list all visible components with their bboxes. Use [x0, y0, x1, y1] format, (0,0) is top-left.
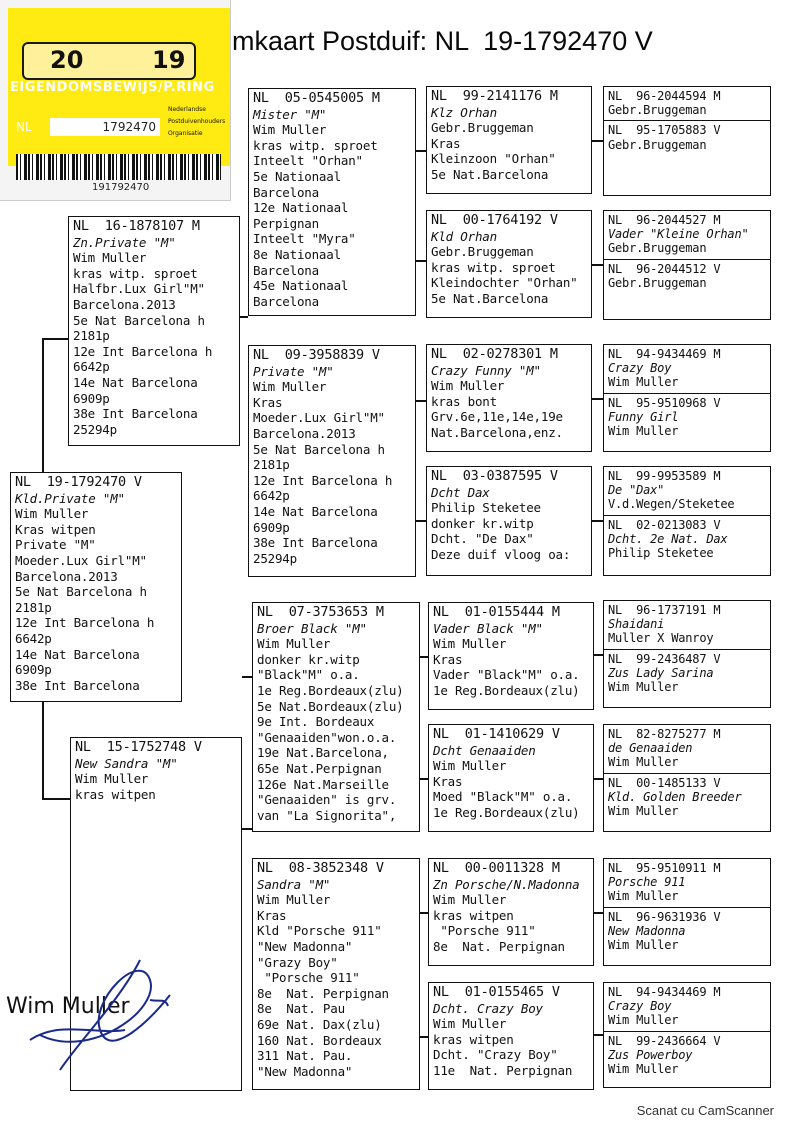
pedigree-line: 8e Nat. Perpignan — [433, 938, 565, 954]
connector-line — [592, 140, 603, 142]
connector-line — [420, 656, 428, 658]
sticker-ring-number: 1792470 — [50, 118, 160, 136]
pedigree-line: 14e Nat Barcelona — [73, 374, 198, 390]
pedigree-line: Barcelona.2013 — [253, 425, 356, 441]
dam-sire-box — [252, 602, 420, 832]
box-divider — [604, 120, 770, 121]
pigeon-name: Crazy Funny "M" — [431, 362, 541, 378]
pedigree-line: "Porsche 911" — [433, 923, 536, 939]
pedigree-line: Gebr.Bruggeman — [431, 244, 534, 260]
pedigree-line: Wim Muller — [257, 636, 331, 652]
pedigree-line: Kras — [257, 907, 287, 923]
pedigree-line: Dcht. "De Dax" — [431, 531, 534, 547]
connector-line — [416, 150, 426, 152]
ring-number: NL 02-0278301 M — [431, 346, 558, 362]
pedigree-line: "Genaaiden" is grv. — [257, 792, 397, 808]
connector-line — [594, 654, 603, 656]
g4-box-1 — [603, 86, 771, 196]
pigeon-name: Funny Girl — [608, 409, 679, 424]
pedigree-line: Wim Muller — [433, 892, 507, 908]
pedigree-line: Barcelona — [253, 184, 319, 200]
pedigree-line: Wim Muller — [433, 1016, 507, 1032]
pedigree-line: donker kr.witp — [257, 651, 360, 667]
sd-dam-box — [426, 466, 592, 576]
pedigree-line: "New Madonna" — [257, 1063, 353, 1079]
pedigree-line: 1e Reg.Bordeaux(zlu) — [433, 804, 580, 820]
ring-number: NL 95-9510911 M — [608, 861, 721, 875]
ring-number: NL 96-1737191 M — [608, 603, 721, 617]
ring-number: NL 03-0387595 V — [431, 468, 558, 484]
pedigree-line: Kras — [433, 773, 463, 789]
pedigree-line: Inteelt "Orhan" — [253, 153, 363, 169]
pedigree-line: 12e Int Barcelona h — [15, 615, 155, 631]
pigeon-name: Dcht Dax — [431, 484, 490, 500]
pigeon-name: Klz Orhan — [431, 104, 497, 120]
owner-name: Wim Muller — [608, 1013, 679, 1028]
pedigree-line: 65e Nat.Perpignan — [257, 760, 382, 776]
pedigree-line: 311 Nat. Pau. — [257, 1048, 353, 1064]
pedigree-line: Private "M" — [15, 537, 96, 553]
sticker-org: Nederlandse Postduivenhouders Organisatie — [168, 106, 226, 137]
pedigree-line: kras bont — [431, 393, 497, 409]
pedigree-line: Barcelona — [253, 262, 319, 278]
pigeon-name: Kld Orhan — [431, 228, 497, 244]
pedigree-line: 5e Nat Barcelona h — [253, 441, 385, 457]
pedigree-line: Wim Muller — [75, 771, 149, 787]
pedigree-line: 160 Nat. Bordeaux — [257, 1032, 382, 1048]
pedigree-line: 8e Nat. Perpignan — [257, 985, 389, 1001]
owner-name: Wim Muller — [608, 755, 679, 770]
pedigree-line: 2181p — [15, 599, 52, 615]
dd-sire-box — [428, 858, 594, 966]
ring-number: NL 99-2436664 V — [608, 1033, 721, 1048]
pedigree-line: Barcelona.2013 — [15, 568, 118, 584]
ring-number: NL 09-3958839 V — [253, 347, 380, 363]
pedigree-line: "Genaaiden"won.o.a. — [257, 729, 397, 745]
g4-box-8 — [603, 982, 771, 1088]
pigeon-name: Crazy Boy — [608, 999, 672, 1014]
ring-number: NL 96-2044594 M — [608, 89, 721, 103]
connector-line — [242, 828, 252, 830]
connector-line — [594, 778, 603, 780]
pedigree-line: 14e Nat Barcelona — [15, 646, 140, 662]
g4-box-2 — [603, 210, 771, 320]
pedigree-line: 9e Int. Bordeaux — [257, 714, 375, 730]
connector-line — [420, 778, 428, 780]
ds-dam-box — [428, 724, 594, 832]
pedigree-line: Barcelona.2013 — [73, 296, 176, 312]
pigeon-name: Broer Black "M" — [257, 620, 367, 636]
pedigree-line: Dcht. "Crazy Boy" — [433, 1047, 558, 1063]
pedigree-line: Barcelona — [253, 293, 319, 309]
connector-line — [592, 520, 603, 522]
box-divider — [604, 259, 770, 260]
ring-number: NL 00-1485133 V — [608, 775, 721, 790]
connector-line — [42, 798, 70, 800]
ring-number: NL 08-3852348 V — [257, 860, 384, 876]
connector-line — [592, 398, 603, 400]
pedigree-line: Kras — [253, 394, 283, 410]
pedigree-line: 5e Nat Barcelona h — [73, 312, 205, 328]
connector-line — [242, 676, 252, 678]
owner-name: V.d.Wegen/Steketee — [608, 497, 735, 512]
g4-box-7 — [603, 858, 771, 966]
pigeon-name: Private "M" — [253, 363, 334, 379]
pedigree-line: Vader "Black"M" o.a. — [433, 667, 580, 683]
pigeon-name: De "Dax" — [608, 483, 665, 498]
pedigree-line: 6642p — [253, 488, 290, 504]
ring-number: NL 96-2044512 V — [608, 261, 721, 276]
pedigree-line: "Grazy Boy" — [257, 954, 338, 970]
pedigree-line: Wim Muller — [433, 636, 507, 652]
owner-name: Gebr.Bruggeman — [608, 137, 707, 152]
pigeon-name: Zus Lady Sarina — [608, 665, 714, 680]
pedigree-line: Wim Muller — [257, 892, 331, 908]
pedigree-line: Moeder.Lux Girl"M" — [253, 410, 385, 426]
pigeon-name: New Madonna — [608, 923, 686, 938]
pedigree-line: 45e Nationaal — [253, 278, 349, 294]
pedigree-line: 6642p — [15, 630, 52, 646]
pedigree-line: kras witp. sproet — [431, 259, 556, 275]
owner-name: Philip Steketee — [608, 546, 714, 561]
pigeon-name: Kld. Golden Breeder — [608, 789, 742, 804]
ring-number: NL 05-0545005 M — [253, 90, 380, 106]
box-divider — [604, 515, 770, 516]
pedigree-line: Wim Muller — [15, 506, 89, 522]
pedigree-line: 69e Nat. Dax(zlu) — [257, 1016, 382, 1032]
pedigree-line: Kras — [433, 651, 463, 667]
owner-name: Wim Muller — [608, 1062, 679, 1077]
sire-sire-box — [248, 88, 416, 316]
pedigree-line: 38e Int Barcelona — [15, 677, 140, 693]
sd-sire-box — [426, 344, 592, 452]
pedigree-line: Deze duif vloog oa: — [431, 546, 571, 562]
pedigree-line: 12e Nationaal — [253, 200, 349, 216]
year-right: 19 — [152, 46, 186, 74]
owner-name: Gebr.Bruggeman — [608, 241, 707, 256]
pedigree-line: 6642p — [73, 359, 110, 375]
pedigree-line: Halfbr.Lux Girl"M" — [73, 281, 205, 297]
pigeon-name: de Genaaiden — [608, 741, 693, 756]
pedigree-line: 38e Int Barcelona — [253, 535, 378, 551]
ring-number: NL 00-1764192 V — [431, 212, 558, 228]
pedigree-line: 11e Nat. Perpignan — [433, 1062, 573, 1078]
pigeon-name: Dcht Genaaiden — [433, 742, 536, 758]
pigeon-name: Zus Powerboy — [608, 1047, 693, 1062]
pedigree-line: 8e Nat. Pau — [257, 1001, 345, 1017]
signature-text: Wim Muller — [6, 994, 130, 1019]
owner-name: Gebr.Bruggeman — [608, 103, 707, 118]
pedigree-line: Nat.Barcelona,enz. — [431, 424, 563, 440]
ss-sire-box — [426, 86, 592, 194]
ring-number: NL 99-9953589 M — [608, 469, 721, 483]
connector-line — [420, 1036, 428, 1038]
pigeon-name: New Sandra "M" — [75, 755, 178, 771]
pedigree-line: 19e Nat.Barcelona, — [257, 745, 389, 761]
pedigree-line: Kld "Porsche 911" — [257, 923, 382, 939]
pedigree-line: 126e Nat.Marseille — [257, 776, 389, 792]
ring-number: NL 07-3753653 M — [257, 604, 384, 620]
pedigree-line: Moeder.Lux Girl"M" — [15, 552, 147, 568]
pedigree-line: kras witp. sproet — [73, 265, 198, 281]
connector-line — [594, 912, 603, 914]
pedigree-line: 1e Reg.Bordeaux(zlu) — [433, 682, 580, 698]
connector-line — [42, 338, 44, 472]
pedigree-line: Kleindochter "Orhan" — [431, 275, 578, 291]
pedigree-line: Wim Muller — [73, 250, 147, 266]
ring-number: NL 99-2436487 V — [608, 651, 721, 666]
pedigree-line: 2181p — [73, 328, 110, 344]
pedigree-line: Perpignan — [253, 215, 319, 231]
subject-box — [10, 472, 182, 702]
pedigree-line: 6909p — [15, 662, 52, 678]
connector-line — [416, 260, 426, 262]
ring-number: NL 02-0213083 V — [608, 517, 721, 532]
pedigree-line: 12e Int Barcelona h — [73, 343, 213, 359]
signature-scribble — [0, 940, 220, 1080]
pedigree-line: Wim Muller — [431, 378, 505, 394]
pedigree-line: 5e Nat.Barcelona — [431, 166, 549, 182]
pedigree-line: 5e Nat Barcelona h — [15, 584, 147, 600]
pedigree-line: van "La Signorita", — [257, 807, 397, 823]
box-divider — [604, 649, 770, 650]
ring-number: NL 95-9510968 V — [608, 395, 721, 410]
ring-number: NL 96-9631936 V — [608, 909, 721, 924]
pedigree-line: donker kr.witp — [431, 515, 534, 531]
pedigree-line: Gebr.Bruggeman — [431, 120, 534, 136]
pedigree-line: 14e Nat Barcelona — [253, 503, 378, 519]
pedigree-line: "Porsche 911" — [257, 970, 360, 986]
pedigree-line: kras witpen — [433, 1031, 514, 1047]
connector-line — [420, 912, 428, 914]
pedigree-line: Wim Muller — [253, 122, 327, 138]
connector-line — [42, 702, 44, 798]
pedigree-line: 5e Nationaal — [253, 168, 341, 184]
pedigree-line: Inteelt "Myra" — [253, 231, 356, 247]
ring-number: NL 00-0011328 M — [433, 860, 560, 876]
ring-number: NL 15-1752748 V — [75, 739, 202, 755]
pedigree-line: Kleinzoon "Orhan" — [431, 151, 556, 167]
dd-dam-box — [428, 982, 594, 1090]
ring-number: NL 01-0155465 V — [433, 984, 560, 1000]
ring-number: NL 94-9434469 M — [608, 347, 721, 361]
ownership-sticker — [0, 0, 231, 201]
sticker-country: NL — [16, 120, 32, 134]
pedigree-line: 6909p — [253, 519, 290, 535]
owner-name: Wim Muller — [608, 938, 679, 953]
pigeon-name: Vader Black "M" — [433, 620, 543, 636]
pedigree-line: Wim Muller — [253, 379, 327, 395]
owner-name: Muller X Wanroy — [608, 631, 714, 646]
connector-line — [416, 520, 426, 522]
scanner-watermark: Scanat cu CamScanner — [636, 1103, 774, 1118]
pedigree-line: Philip Steketee — [431, 500, 541, 516]
ss-dam-box — [426, 210, 592, 318]
pedigree-line: kras witpen — [75, 786, 156, 802]
pigeon-name: Zn.Private "M" — [73, 234, 176, 250]
dam-dam-box — [252, 858, 420, 1090]
g4-box-4 — [603, 466, 771, 576]
year-left: 20 — [50, 46, 84, 74]
connector-line — [240, 316, 248, 318]
pedigree-line: kras witpen — [433, 907, 514, 923]
pedigree-line: 2181p — [253, 457, 290, 473]
pigeon-name: Zn Porsche/N.Madonna — [433, 876, 580, 892]
barcode-number: 191792470 — [92, 182, 150, 193]
pedigree-line: Kras witpen — [15, 521, 96, 537]
pedigree-line: Wim Muller — [433, 758, 507, 774]
g4-box-5 — [603, 600, 771, 708]
pedigree-line: 5e Nat.Barcelona — [431, 290, 549, 306]
barcode — [16, 154, 221, 180]
pedigree-line: 5e Nat.Bordeaux(zlu) — [257, 698, 404, 714]
owner-name: Wim Muller — [608, 424, 679, 439]
sire-dam-box — [248, 345, 416, 577]
pedigree-line: Kras — [431, 135, 461, 151]
pigeon-name: Kld.Private "M" — [15, 490, 125, 506]
ring-number: NL 94-9434469 M — [608, 985, 721, 999]
pedigree-line: "New Madonna" — [257, 938, 353, 954]
pedigree-line: 8e Nationaal — [253, 246, 341, 262]
pedigree-line: kras witp. sproet — [253, 137, 378, 153]
pedigree-line: 6909p — [73, 390, 110, 406]
ring-number: NL 16-1878107 M — [73, 218, 200, 234]
pedigree-line: Moed "Black"M" o.a. — [433, 789, 573, 805]
connector-line — [42, 338, 68, 340]
ring-number: NL 01-1410629 V — [433, 726, 560, 742]
ring-number: NL 95-1705883 V — [608, 123, 721, 138]
sticker-banner: EIGENDOMSBEWIJS/P.RING — [10, 80, 215, 95]
pedigree-line: 38e Int Barcelona — [73, 406, 198, 422]
sticker-year — [22, 42, 196, 80]
owner-name: Wim Muller — [608, 680, 679, 695]
ds-sire-box — [428, 602, 594, 710]
pedigree-line: 25294p — [253, 550, 297, 566]
pigeon-name: Dcht. Crazy Boy — [433, 1000, 543, 1016]
connector-line — [416, 400, 426, 402]
pigeon-name: Shaidani — [608, 617, 665, 632]
pedigree-line: 25294p — [73, 421, 117, 437]
box-divider — [604, 1031, 770, 1032]
pedigree-line: 12e Int Barcelona h — [253, 472, 393, 488]
g4-box-3 — [603, 344, 771, 452]
ring-number: NL 96-2044527 M — [608, 213, 721, 227]
pigeon-name: Sandra "M" — [257, 876, 331, 892]
pigeon-name: Crazy Boy — [608, 361, 672, 376]
pigeon-name: Mister "M" — [253, 106, 327, 122]
sire-box — [68, 216, 240, 446]
box-divider — [604, 773, 770, 774]
box-divider — [604, 393, 770, 394]
pigeon-name: Dcht. 2e Nat. Dax — [608, 531, 728, 546]
ring-number: NL 01-0155444 M — [433, 604, 560, 620]
connector-line — [592, 264, 603, 266]
ring-number: NL 19-1792470 V — [15, 474, 142, 490]
owner-name: Wim Muller — [608, 804, 679, 819]
pedigree-line: 1e Reg.Bordeaux(zlu) — [257, 682, 404, 698]
pigeon-name: Vader "Kleine Orhan" — [608, 227, 749, 242]
g4-box-6 — [603, 724, 771, 832]
owner-name: Wim Muller — [608, 375, 679, 390]
ring-number: NL 82-8275277 M — [608, 727, 721, 741]
box-divider — [604, 907, 770, 908]
ring-number: NL 99-2141176 M — [431, 88, 558, 104]
connector-line — [594, 1034, 603, 1036]
pedigree-line: Grv.6e,11e,14e,19e — [431, 409, 563, 425]
pedigree-line: "Black"M" o.a. — [257, 667, 360, 683]
pigeon-name: Porsche 911 — [608, 875, 686, 890]
owner-name: Gebr.Bruggeman — [608, 275, 707, 290]
page-title: mkaart Postduif: NL 19-1792470 V — [232, 26, 653, 56]
owner-name: Wim Muller — [608, 889, 679, 904]
